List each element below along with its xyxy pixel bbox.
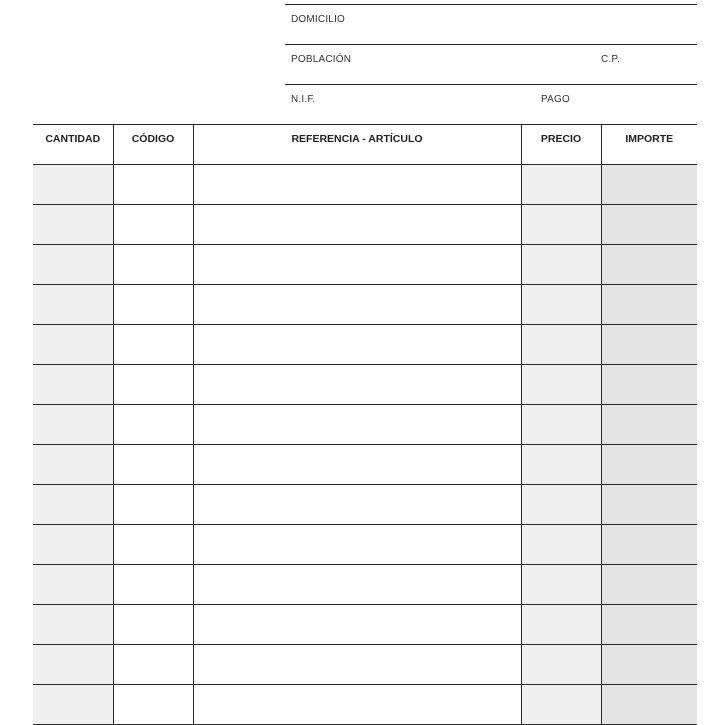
table-row <box>33 285 697 325</box>
cantidad-cell[interactable] <box>33 325 113 365</box>
cantidad-cell[interactable] <box>33 285 113 325</box>
cantidad-cell[interactable] <box>33 485 113 525</box>
referencia-cell[interactable] <box>193 285 521 325</box>
codigo-cell[interactable] <box>113 205 193 245</box>
precio-cell[interactable] <box>521 485 601 525</box>
precio-cell[interactable] <box>521 245 601 285</box>
table-row <box>33 485 697 525</box>
importe-cell[interactable] <box>601 285 697 325</box>
importe-cell[interactable] <box>601 565 697 605</box>
codigo-cell[interactable] <box>113 245 193 285</box>
table-row <box>33 525 697 565</box>
pago-label: PAGO <box>541 94 570 105</box>
poblacion-label: POBLACIÓN <box>291 54 352 65</box>
importe-cell[interactable] <box>601 525 697 565</box>
cantidad-cell[interactable] <box>33 165 113 205</box>
importe-cell[interactable] <box>601 205 697 245</box>
importe-cell[interactable] <box>601 365 697 405</box>
cantidad-cell[interactable] <box>33 445 113 485</box>
referencia-cell[interactable] <box>193 165 521 205</box>
precio-cell[interactable] <box>521 445 601 485</box>
poblacion-row[interactable] <box>285 44 697 84</box>
importe-cell[interactable] <box>601 605 697 645</box>
cantidad-cell[interactable] <box>33 365 113 405</box>
referencia-cell[interactable] <box>193 525 521 565</box>
referencia-cell[interactable] <box>193 405 521 445</box>
referencia-cell[interactable] <box>193 205 521 245</box>
nif-row[interactable] <box>285 84 697 124</box>
referencia-cell[interactable] <box>193 605 521 645</box>
precio-cell[interactable] <box>521 525 601 565</box>
importe-cell[interactable] <box>601 325 697 365</box>
header-importe: IMPORTE <box>601 125 697 165</box>
codigo-cell[interactable] <box>113 445 193 485</box>
header-referencia: REFERENCIA - ARTÍCULO <box>193 125 521 165</box>
cantidad-cell[interactable] <box>33 645 113 685</box>
codigo-cell[interactable] <box>113 645 193 685</box>
codigo-cell[interactable] <box>113 165 193 205</box>
importe-cell[interactable] <box>601 645 697 685</box>
referencia-cell[interactable] <box>193 645 521 685</box>
codigo-cell[interactable] <box>113 405 193 445</box>
precio-cell[interactable] <box>521 285 601 325</box>
importe-cell[interactable] <box>601 165 697 205</box>
table-header-row <box>33 125 697 165</box>
codigo-cell[interactable] <box>113 605 193 645</box>
table-row <box>33 165 697 205</box>
cantidad-cell[interactable] <box>33 405 113 445</box>
cantidad-cell[interactable] <box>33 245 113 285</box>
precio-cell[interactable] <box>521 645 601 685</box>
cp-label: C.P. <box>601 54 620 65</box>
codigo-cell[interactable] <box>113 485 193 525</box>
codigo-cell[interactable] <box>113 565 193 605</box>
codigo-cell[interactable] <box>113 525 193 565</box>
header-cantidad: CANTIDAD <box>33 125 113 165</box>
referencia-cell[interactable] <box>193 365 521 405</box>
precio-cell[interactable] <box>521 325 601 365</box>
precio-cell[interactable] <box>521 365 601 405</box>
precio-cell[interactable] <box>521 605 601 645</box>
table-row <box>33 605 697 645</box>
precio-cell[interactable] <box>521 165 601 205</box>
precio-cell[interactable] <box>521 565 601 605</box>
cantidad-cell[interactable] <box>33 525 113 565</box>
client-info-block <box>285 4 697 124</box>
table-row <box>33 325 697 365</box>
cantidad-cell[interactable] <box>33 605 113 645</box>
header-codigo: CÓDIGO <box>113 125 193 165</box>
nif-label: N.I.F. <box>291 94 316 105</box>
codigo-cell[interactable] <box>113 365 193 405</box>
table-row <box>33 445 697 485</box>
table-row <box>33 405 697 445</box>
referencia-cell[interactable] <box>193 245 521 285</box>
importe-cell[interactable] <box>601 405 697 445</box>
table-row <box>33 365 697 405</box>
precio-cell[interactable] <box>521 205 601 245</box>
items-body <box>33 165 697 725</box>
table-row <box>33 645 697 685</box>
precio-cell[interactable] <box>521 405 601 445</box>
table-row <box>33 245 697 285</box>
referencia-cell[interactable] <box>193 565 521 605</box>
table-row <box>33 565 697 605</box>
items-table <box>33 124 697 725</box>
importe-cell[interactable] <box>601 245 697 285</box>
table-row <box>33 205 697 245</box>
importe-cell[interactable] <box>601 445 697 485</box>
referencia-cell[interactable] <box>193 325 521 365</box>
domicilio-label: DOMICILIO <box>291 14 346 25</box>
cantidad-cell[interactable] <box>33 565 113 605</box>
codigo-cell[interactable] <box>113 325 193 365</box>
referencia-cell[interactable] <box>193 485 521 525</box>
referencia-cell[interactable] <box>193 445 521 485</box>
domicilio-row[interactable] <box>285 4 697 44</box>
header-precio: PRECIO <box>521 125 601 165</box>
cantidad-cell[interactable] <box>33 205 113 245</box>
codigo-cell[interactable] <box>113 285 193 325</box>
importe-cell[interactable] <box>601 485 697 525</box>
